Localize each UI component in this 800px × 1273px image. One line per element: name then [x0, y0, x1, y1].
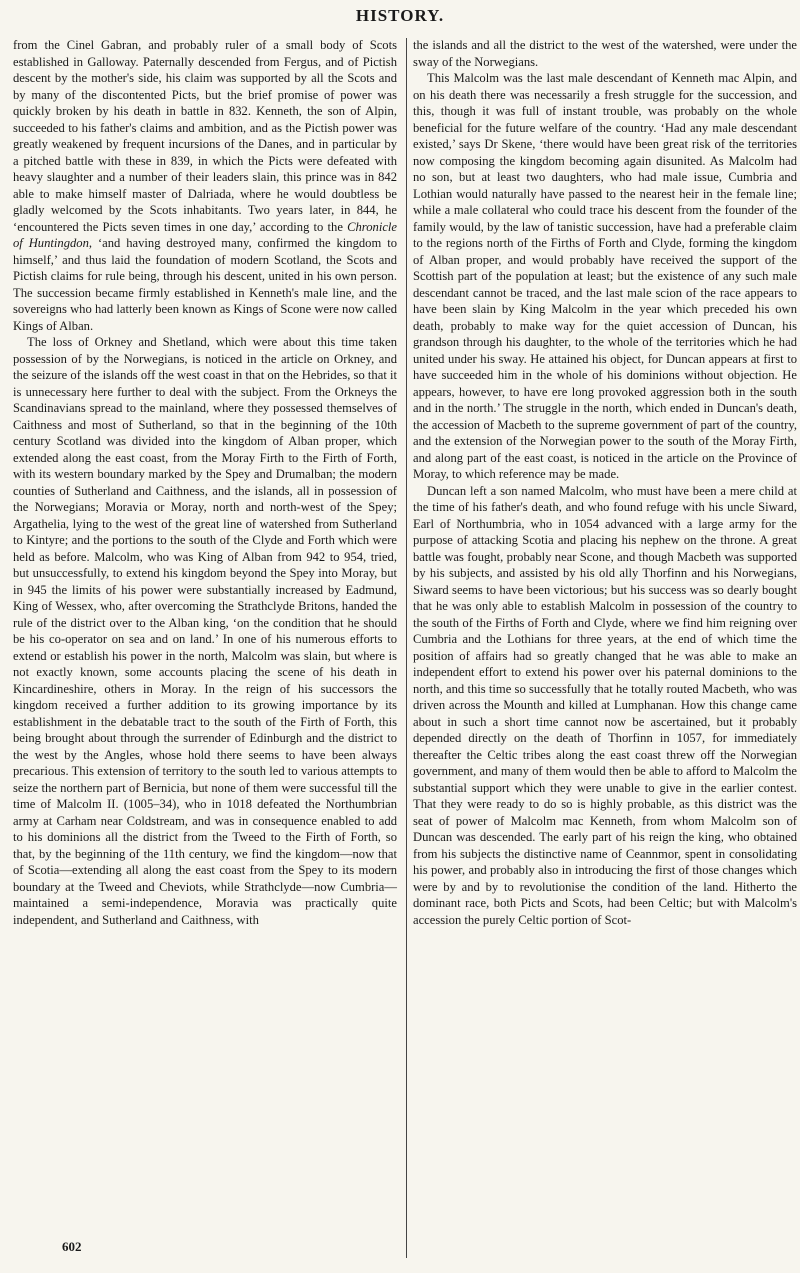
text-run: , ‘and having destroyed many, confirmed the kingdom to himself,’ and thus laid the foundation of modern Scotland, the Scots and Pictish claims for rule being, through his descent, united in his own person. The succession became firmly established in Kenneth's male line, and the sovereigns who had latterly been known as Kings of Scone were now called Kings of Alban. — [13, 236, 397, 333]
right-column — [413, 37, 797, 928]
paragraph: The loss of Orkney and Shetland, which were about this time taken possession of by the Norwegians, is noticed in the article on Orkney, and the seizure of the islands off the west coast in that on the Hebrides, so that it is unnecessary here further to deal with the subject. From the Orkneys the Scandinavians spread to the mainland, where they possessed themselves of Caithness and most of Sutherland, so that in the beginning of the 10th century Scotland was divided into the kingdom of Alban proper, which extended along the east coast, from the Moray Firth to the Firth of Forth, with its western boundary marked by the Spey and Drumalban; the modern counties of Sutherland and Caithness, and the islands, all in possession of the Norwegians; Moravia or Moray, north and north-west of the Spey; Argathelia, lying to the west of the great line of watershed from Sutherland to Kintyre; and the portions to the south of the Clyde and Forth which were held as before. Malcolm, who was King of Alban from 942 to 954, tried, but unsuccessfully, to extend his kingdom beyond the Spey into Moray, but in 945 the limits of his power were substantially increased by Eadmund, King of Wessex, who, after overcoming the Strathclyde Britons, handed the rule of the district over to the Alban king, ‘on the condition that he should be his co-operator on sea and on land.’ In one of his numerous efforts to extend or establish his power in the north, Malcolm was slain, but where is not exactly known, some accounts placing the scene of his death in Kincardineshire, others in Moray. In the reign of his successors the kingdom received a further addition to its growing importance by its establishment in the debatable tract to the south of the Firth of Forth, this being brought about through the surrender of Edinburgh and the district to the west by the Angles, whose hold there seems to have been always precarious. This extension of territory to the south led to various attempts to seize the northern part of Bernicia, but none of them were successful till the time of Malcolm II. (1005–34), who in 1018 defeated the Northumbrian army at Carham near Coldstream, and was in consequence enabled to add to his dominions all the district from the Tweed to the Firth of Forth, so that, by the beginning of the 11th century, we find the kingdom—now that of Scotia—extending all along the east coast from the Spey to its modern boundary at the Tweed and Cheviots, while Strathclyde—now Cumbria—maintained a semi-independence, Moravia was practically quite independent, and Sutherland and Caithness, with — [13, 335, 397, 927]
paragraph: This Malcolm was the last male descendant of Kenneth mac Alpin, and on his death there was necessarily a fresh struggle for the succession, and this, though it was full of instant trouble, was probably on the whole beneficial for the future welfare of the country. ‘Had any male descendant existed,’ says Dr Skene, ‘there would have been great risk of the territories now composing the kingdom becoming again disunited. As Malcolm had no son, but at least two daughters, who had male issue, Cumbria and Lothian would naturally have passed to the nearest heir in the female line; while a male collateral who could trace his descent from the founder of the family would, by the law of tanistic succession, have had a preferable claim to the regions north of the Firths of Forth and Clyde, forming the kingdom of Alban proper, and would probably have received the support of the Scottish part of the population at least; but the existence of any such male descendant cannot be traced, and the last male scion of the race appears to have been slain by King Malcolm in the year which preceded his own death, probably to make way for the quiet accession of Duncan, his grandson through his daughter, to the whole of the territories which he had united under his sway. He attained his object, for Duncan appears at first to have succeeded him in the whole of his dominions without objection. He appears, however, to have ere long provoked aggression both in the south and in the north.’ The struggle in the north, which ended in Duncan's death, the accession of Macbeth to the supreme government of part of the country, and the extension of the Norwegian power to the south of the Moray Firth, and along part of the east coast, is noticed in the article on the Province of Moray, to which reference may be made. — [413, 71, 797, 481]
paragraph: the islands and all the district to the west of the watershed, were under the sway of the Norwegians. — [413, 38, 797, 69]
left-column — [13, 37, 397, 928]
running-header: HISTORY. — [355, 6, 445, 25]
text-run: from the Cinel Gabran, and probably ruler of a small body of Scots established in Galloway. Paternally descended from Fergus, and of Pictish descent by the mother's side, his claim was supported by all the Scots and by many of the discontented Picts, but the brief promise of power was quickly broken by his death in battle in 832. Kenneth, the son of Alpin, succeeded to his father's claims and ambition, and as the Pictish power was greatly weakened by frequent incursions of the Danes, and in particular by a pitched battle with these in 839, in which the Picts were defeated with heavy slaughter and a number of their leaders slain, this prince was in 842 able to make himself master of Dalriada, where he would doubtless be gladly welcomed by the Scots inhabitants. Two years later, in 844, he ‘encountered the Picts seven times in one day,’ according to the — [13, 38, 397, 234]
column-divider — [406, 38, 407, 1258]
paragraph: Duncan left a son named Malcolm, who must have been a mere child at the time of his father's death, and who found refuge with his uncle Siward, Earl of Northumbria, who in 1054 advanced with a large army for the purpose of attacking Scotia and placing his nephew on the throne. A great battle was fought, probably near Scone, and though Macbeth was supported by his subjects, and assisted by his old ally Thorfinn and his Norwegians, Siward seems to have been victorious; but his success was so dearly bought that he was only able to establish Malcolm in possession of the country to the south of the Firths of Forth and Clyde, where we find him reigning over Cumbria and the Lothians for three years, at the end of which time the position of affairs had so greatly changed that he was able to make an independent effort to extend his power over his paternal dominions to the north, and this time so successfully that he totally routed Macbeth, who was driven across the Mounth and killed at Lumphanan. How this change came about in such a short time cannot now be ascertained, but it probably depended directly on the death of Thorfinn in 1057, for immediately thereafter the Celtic tribes along the east coast threw off the Norwegian government, and many of them would then be able to afford to Malcolm the substantial support which they were unable to give in the earlier contest. That they were ready to do so is highly probable, as this district was the seat of power of Malcolm mac Kenneth, from whom Malcolm son of Duncan was descended. The early part of his reign the king, who obtained from his subjects the distinctive name of Ceannmor, spent in consolidating his power, and probably also in introducing the first of those changes which were by and by to revolutionise the condition of the land. Hitherto the dominant race, both Picts and Scots, had been Celtic; but with Malcolm's accession the purely Celtic portion of Scot- — [413, 483, 797, 927]
paragraph — [13, 37, 397, 334]
italic-title: Chronicle of Huntingdon — [13, 219, 397, 250]
page-number: 602 — [62, 1239, 82, 1254]
